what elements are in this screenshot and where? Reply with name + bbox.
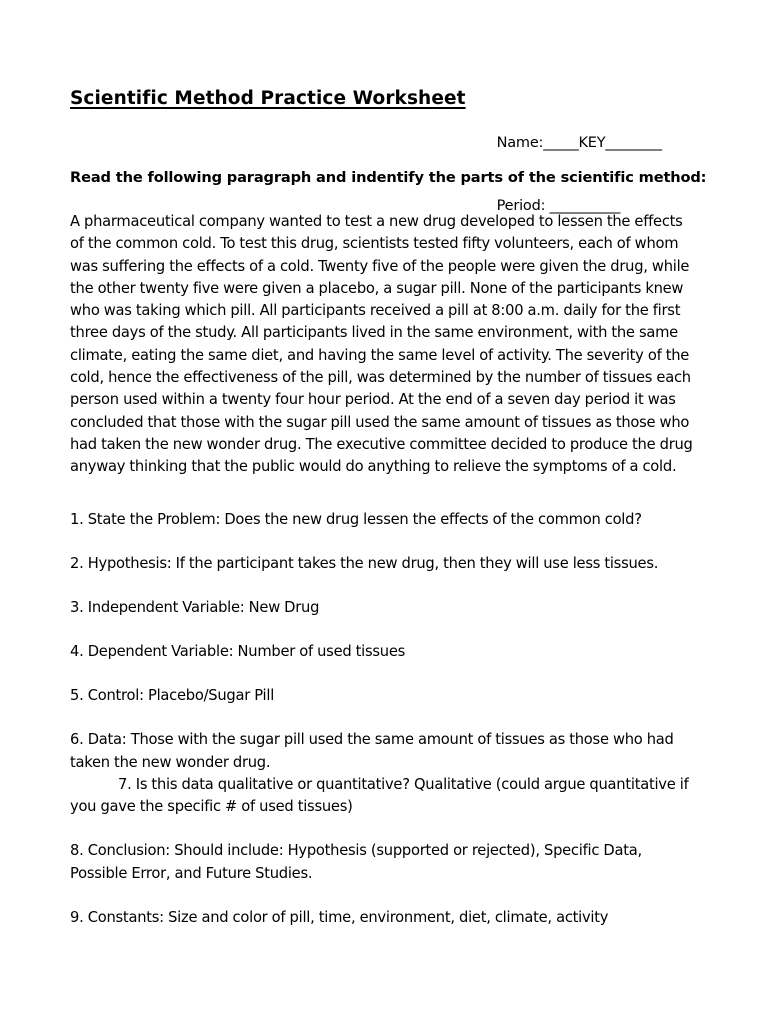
period-field[interactable]: Period: __________ — [496, 198, 621, 214]
name-field[interactable]: Name:_____KEY________ — [496, 135, 662, 151]
answer-item-7: 7. Is this data qualitative or quantitative? Qualitative (could argue quantitative if you gave the specific # of used tissues) — [70, 776, 689, 816]
answer-item-5: 5. Control: Placebo/Sugar Pill — [70, 687, 275, 705]
answer-item-1: 1. State the Problem: Does the new drug lessen the effects of the common cold? — [70, 511, 642, 528]
document-content — [70, 88, 707, 926]
passage-paragraph: A pharmaceutical company wanted to test a new drug developed to lessen the effects of the common cold. To test this drug, scientists tested fifty volunteers, each of whom was suffering the effects of a cold. Twenty five of the people were given the drug, while the other twenty five were given a placebo, a sugar pill. None of the participants knew who was taking which pill. All participants received a pill at 8:00 a.m. daily for the first three days of the study. All participants lived in the same environment, with the same climate, eating the same diet, and having the same level of activity. The severity of the cold, hence the effectiveness of the pill, was determined by the number of tissues each person used within a twenty four hour period. At the end of a seven day period it was concluded that those with the sugar pill used the same amount of tissues as those who had taken the new wonder drug. The executive committee decided to produce the drug anyway thinking that the public would do anything to relieve the symptoms of a cold. — [70, 213, 693, 476]
answer-item-4: 4. Dependent Variable: Number of used tissues — [70, 643, 406, 661]
answer-item-2: 2. Hypothesis: If the participant takes the new drug, then they will use less tissues. — [70, 555, 659, 573]
answer-item-3: 3. Independent Variable: New Drug — [70, 599, 320, 617]
instruction-line: Read the following paragraph and indentify the parts of the scientific method: — [70, 169, 707, 186]
answer-item-8: 8. Conclusion: Should include: Hypothesis (supported or rejected), Specific Data, Possible Error, and Future Studies. — [70, 842, 642, 882]
answers-list — [70, 509, 702, 929]
answer-item-6: 6. Data: Those with the sugar pill used the same amount of tissues as those who had taken the new wonder drug. — [70, 731, 674, 771]
page-title: Scientific Method Practice Worksheet — [70, 88, 466, 109]
answer-item-9: 9. Constants: Size and color of pill, time, environment, diet, climate, activity — [70, 908, 609, 926]
